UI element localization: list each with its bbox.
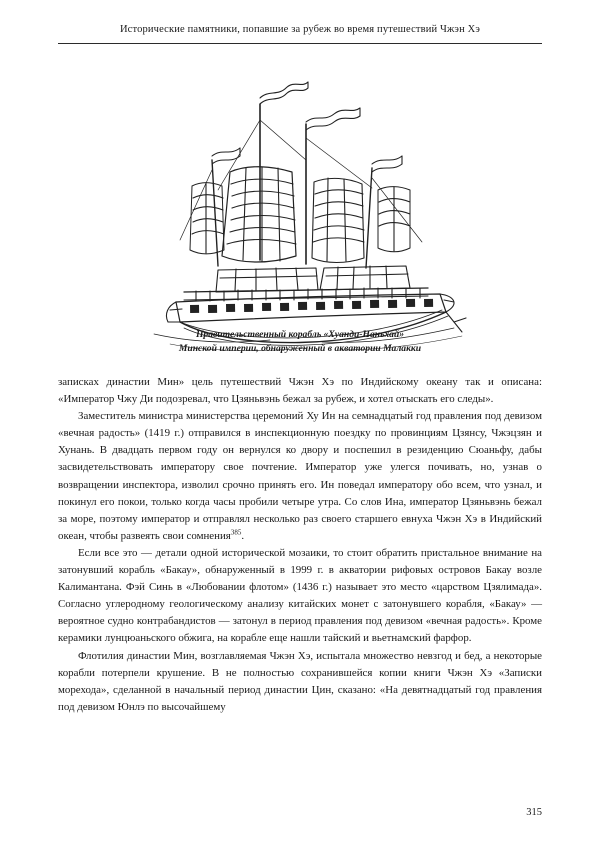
figure-caption: [58, 328, 542, 355]
paragraph-2: [58, 408, 542, 545]
figure-caption-line-1: Правительственный корабль «Хуанди-Наньхай»: [195, 329, 405, 340]
paragraph-2-tail: .: [241, 529, 245, 542]
paragraph-3: Если все это — детали одной исторической мозаики, то стоит обратить пристальное внимание на затонувший корабль «Бакау», обнаруженный в 1999 г. в акватории рифовых островов Бакау возле Калимантана. Фэй Синь в «Любовании флотом» (1436 г.) называет это место «царством Цзялимада». Согласно углеродному геологическому анализу китайских монет с затонувшего корабля, «Бакау» — вероятное судно контрабандистов — затонул в период правления под девизом «вечная радость». Кроме керамики лунцюаньского обжига, на корабле еще нашли тайский и вьетнамский фарфор.: [58, 546, 542, 645]
paragraph-1: записках династии Мин» цель путешествий Чжэн Хэ по Индийскому океану так и описана: «Император Чжу Ди подозревал, что Цзяньвэнь бежал за рубеж, и хотел отыскать его следы».: [58, 376, 542, 406]
ship-illustration-figure: [58, 60, 542, 360]
figure-caption-line-2: Минской империи, обнаруженный в акватории Малакки: [178, 342, 422, 354]
hull-port-band: [190, 299, 433, 313]
paragraph-2-text: Заместитель министра министерства церемоний Ху Ин на семнадцатый год правления под девизом «вечная радость» (1419 г.) отправился в инспекционную поездку по провинциям Цзянсу, Чжэцзян и Хунань. В двадцать первом году он вернулся ко двору и поспешил в резиденцию Сюаньфу, дабы засвидетельствовать императору свое почтение. Император уже улегся почивать, но, узнав о возвращении инспектора, изволил срочно принять его. Ин поведал императору обо всем, что узнал, и покинул его покои, только когда часы пробили четыре утра. Со слов Ина, император Цзяньвэнь бежал за море, поэтому император и отправлял несколько раз своего старшего евнуха Чжэн Хэ в Индийский океан, чтобы развеять свои сомнения: [58, 410, 542, 542]
running-head: Исторические памятники, попавшие за рубеж во время путешествий Чжэн Хэ: [119, 24, 481, 35]
body-text: [58, 374, 542, 716]
footnote-marker: 385: [230, 528, 242, 537]
page-number: 315: [526, 807, 542, 818]
chinese-ship-drawing: [110, 60, 490, 360]
paragraph-4: Флотилия династии Мин, возглавляемая Чжэн Хэ, испытала множество невзгод и бед, а некоторые корабли потерпели крушение. В не полностью сохранившейся копии книги Чжэн Хэ «Записки морехода», сделанной в начальный период династии Цин, сказано: «На девятнадцатый год правления под девизом Юнлэ по высочайшему: [58, 649, 542, 713]
header-divider-rule: [58, 43, 542, 44]
